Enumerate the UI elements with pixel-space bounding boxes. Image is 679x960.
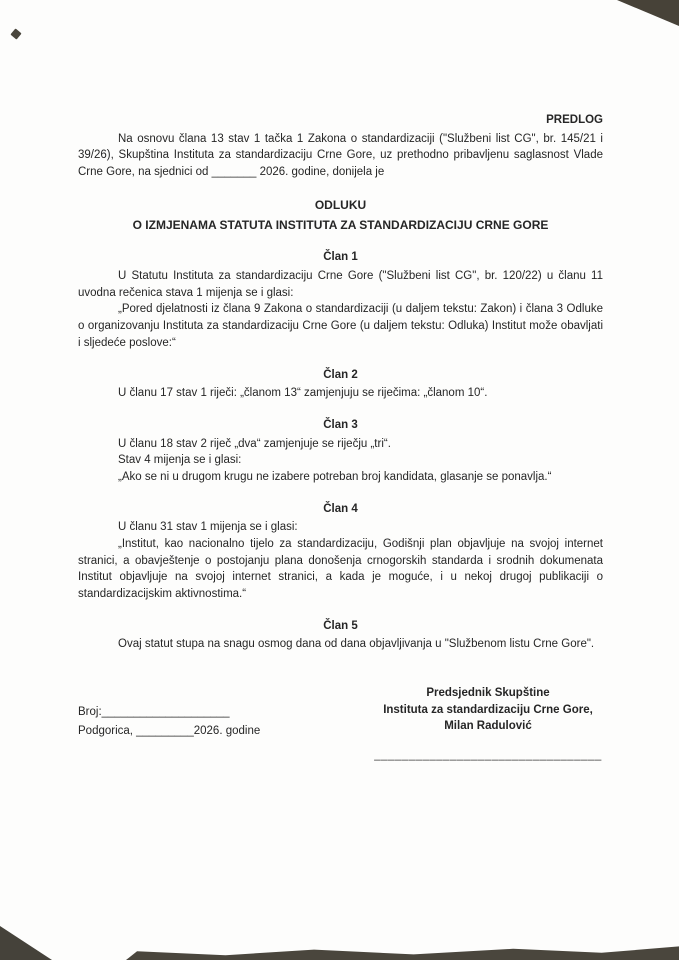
- document-title: ODLUKU: [314, 197, 367, 212]
- scan-artifact-top-right: [617, 0, 679, 26]
- article-1-heading: Član 1: [323, 251, 358, 264]
- signature-line: _________________________________: [374, 748, 602, 761]
- signer-name: Milan Radulović: [444, 720, 532, 733]
- number-and-place-block: [78, 704, 260, 764]
- article-1-paragraph: U Statutu Instituta za standardizaciju Crne Gore ("Službeni list CG", br. 120/22) u članu 11 uvodna rečenica stava 1 mijenja se i glasi:: [78, 270, 603, 299]
- scan-artifact-top-left: [10, 28, 21, 39]
- signer-title-line-2: Instituta za standardizaciju Crne Gore,: [383, 703, 593, 716]
- scan-artifact-bottom-edge: [126, 944, 679, 960]
- document-subtitle: O IZMJENAMA STATUTA INSTITUTA ZA STANDARDIZACIJU CRNE GORE: [132, 218, 549, 233]
- article-4-paragraph: „Institut, kao nacionalno tijelo za standardizaciju, Godišnji plan objavljuje na svojoj internet stranici, a obavještenje o postojanju plana donošenja crnogorskih standarda i srodnih dokumenata Institut objavljuje na svojoj internet stranici, a kada je moguće, i u nekoj drugoj publikaciji o standardizacijskim aktivnostima.“: [78, 537, 603, 600]
- article-5-heading: Član 5: [323, 619, 358, 632]
- number-line: Broj:____________________: [78, 705, 230, 718]
- article-5-paragraph: Ovaj statut stupa na snagu osmog dana od dana objavljivanja u "Službenom listu Crne Gore".: [118, 638, 595, 651]
- signature-section: [78, 685, 603, 764]
- document-content: [78, 112, 603, 764]
- article-1-paragraph: „Pored djelatnosti iz člana 9 Zakona o standardizaciji (u daljem tekstu: Zakon) i člana 3 Odluke o organizovanju Instituta za standardizaciju Crne Gore (u daljem tekstu: Odluka) Institut može obavljati i sljedeće poslove:“: [78, 303, 603, 349]
- signer-block: [373, 685, 603, 764]
- article-4-paragraph: U članu 31 stav 1 mijenja se i glasi:: [118, 521, 298, 534]
- article-3-paragraph: Stav 4 mijenja se i glasi:: [118, 454, 242, 467]
- intro-paragraph: Na osnovu člana 13 stav 1 tačka 1 Zakona o standardizaciji ("Službeni list CG", br. 145/21 i 39/26), Skupština Instituta za standardizaciju Crne Gore, uz prethodno pribavljenu saglasnost Vlade Crne Gore, na sjednici od _______ 2026. godine, donijela je: [78, 132, 603, 179]
- signer-title-line-1: Predsjednik Skupštine: [426, 686, 550, 699]
- article-3-paragraph: U članu 18 stav 2 riječ „dva“ zamjenjuje se riječju „tri“.: [118, 437, 391, 450]
- scan-artifact-bottom-left: [0, 926, 52, 960]
- article-3-paragraph: „Ako se ni u drugom krugu ne izabere potreban broj kandidata, glasanje se ponavlja.“: [118, 470, 552, 483]
- article-2-paragraph: U članu 17 stav 1 riječi: „članom 13“ zamjenjuju se riječima: „članom 10“.: [118, 387, 488, 400]
- place-date-line: Podgorica, _________2026. godine: [78, 724, 261, 737]
- document-label: PREDLOG: [546, 114, 603, 126]
- article-4-heading: Član 4: [323, 502, 358, 515]
- article-2-heading: Član 2: [323, 368, 358, 381]
- article-3-heading: Član 3: [323, 418, 358, 431]
